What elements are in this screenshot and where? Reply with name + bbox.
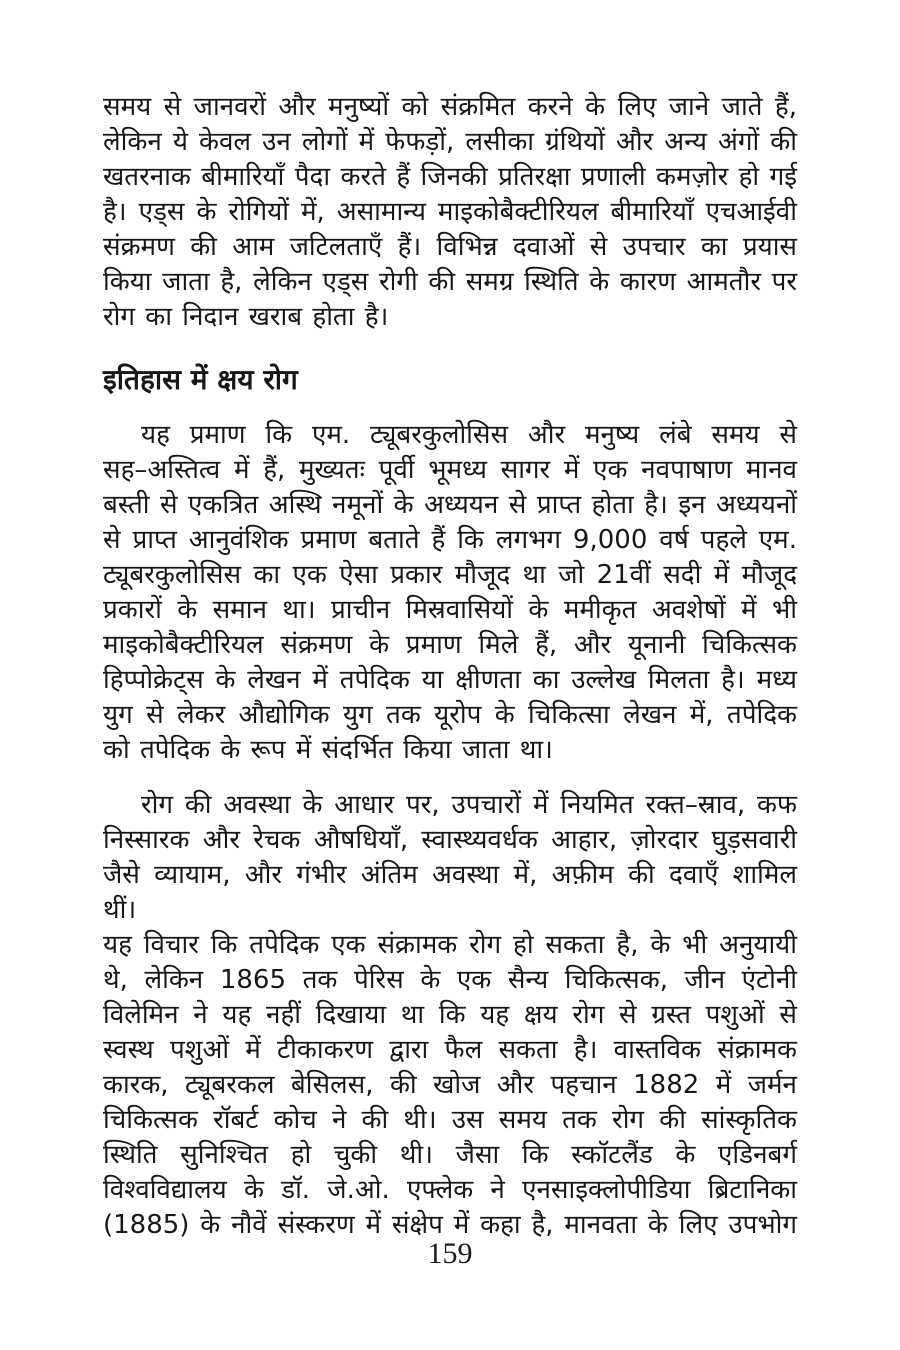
text-line: स्वस्थ पशुओं में टीकाकरण द्वारा फैल सकता है। वास्तविक संक्रामक — [103, 1035, 797, 1065]
text-line: को तपेदिक के रूप में संदर्भित किया जाता था। — [103, 735, 553, 765]
text-line: हिप्पोक्रेट्स के लेखन में तपेदिक या क्षीणता का उल्लेख मिलता है। मध्य — [103, 665, 797, 695]
paragraph — [103, 418, 797, 768]
text-line: चिकित्सक रॉबर्ट कोच ने की थी। उस समय तक रोग की सांस्कृतिक — [103, 1105, 797, 1135]
paragraph — [103, 90, 797, 335]
text-line: कारक, ट्यूबरकल बेसिलस, की खोज और पहचान 1882 में जर्मन — [103, 1070, 797, 1100]
text-line: यह विचार कि तपेदिक एक संक्रामक रोग हो सकता है, के भी अनुयायी — [103, 930, 797, 960]
text-line: समय से जानवरों और मनुष्यों को संक्रमित करने के लिए जाने जाते हैं, — [103, 92, 797, 122]
text-line: ट्यूबरकुलोसिस का एक ऐसा प्रकार मौजूद था जो 21वीं सदी में मौजूद — [103, 560, 797, 590]
text-line: निस्सारक और रेचक औषधियाँ, स्वास्थ्यवर्धक आहार, ज़ोरदार घुड़सवारी — [103, 825, 797, 855]
text-line: खतरनाक बीमारियाँ पैदा करते हैं जिनकी प्रतिरक्षा प्रणाली कमज़ोर हो गई — [103, 162, 797, 192]
page-number: 159 — [427, 1237, 473, 1270]
text-line: लेकिन ये केवल उन लोगों में फेफड़ों, लसीका ग्रंथियों और अन्य अंगों की — [103, 127, 797, 157]
text-line: सह–अस्तित्व में हैं, मुख्यतः पूर्वी भूमध्य सागर में एक नवपाषाण मानव — [103, 455, 797, 485]
text-line: संक्रमण की आम जटिलताएँ हैं। विभिन्न दवाओं से उपचार का प्रयास — [103, 232, 797, 262]
text-line: है। एड्स के रोगियों में, असामान्य माइकोबैक्टीरियल बीमारियाँ एचआईवी — [103, 197, 797, 227]
section-heading: इतिहास में क्षय रोग — [103, 363, 298, 396]
text-line: विलेमिन ने यह नहीं दिखाया था कि यह क्षय रोग से ग्रस्त पशुओं से — [103, 1000, 797, 1030]
text-line: से प्राप्त आनुवंशिक प्रमाण बताते हैं कि लगभग 9,000 वर्ष पहले एम. — [103, 525, 797, 555]
text-column — [103, 90, 797, 1263]
text-line: थे, लेकिन 1865 तक पेरिस के एक सैन्य चिकित्सक, जीन एंटोनी — [103, 965, 797, 995]
text-line: जैसे व्यायाम, और गंभीर अंतिम अवस्था में, अफ़ीम की दवाएँ शामिल थीं। — [103, 860, 797, 925]
text-line: माइकोबैक्टीरियल संक्रमण के प्रमाण मिले हैं, और यूनानी चिकित्सक — [103, 630, 797, 660]
text-line: विश्वविद्यालय के डॉ. जे.ओ. एफ्लेक ने एनसाइक्लोपीडिया ब्रिटानिका — [103, 1175, 797, 1205]
text-line: (1885) के नौवें संस्करण में संक्षेप में कहा है, मानवता के लिए उपभोग — [103, 1210, 797, 1240]
text-line: युग से लेकर औद्योगिक युग तक यूरोप के चिकित्सा लेखन में, तपेदिक — [103, 700, 797, 730]
text-line: बस्ती से एकत्रित अस्थि नमूनों के अध्ययन से प्राप्त होता है। इन अध्ययनों — [103, 490, 797, 520]
text-line: रोग की अवस्था के आधार पर, उपचारों में नियमित रक्त–स्राव, कफ — [141, 790, 797, 820]
text-line: यह प्रमाण कि एम. ट्यूबरकुलोसिस और मनुष्य लंबे समय से — [141, 420, 797, 450]
text-line: स्थिति सुनिश्चित हो चुकी थी। जैसा कि स्कॉटलैंड के एडिनबर्ग — [103, 1140, 797, 1170]
paragraph — [103, 788, 797, 1243]
text-line: प्रकारों के समान था। प्राचीन मिस्रवासियों के ममीकृत अवशेषों में भी — [103, 595, 797, 625]
text-line: किया जाता है, लेकिन एड्स रोगी की समग्र स्थिति के कारण आमतौर पर — [103, 267, 797, 297]
text-line: रोग का निदान खराब होता है। — [103, 302, 389, 332]
